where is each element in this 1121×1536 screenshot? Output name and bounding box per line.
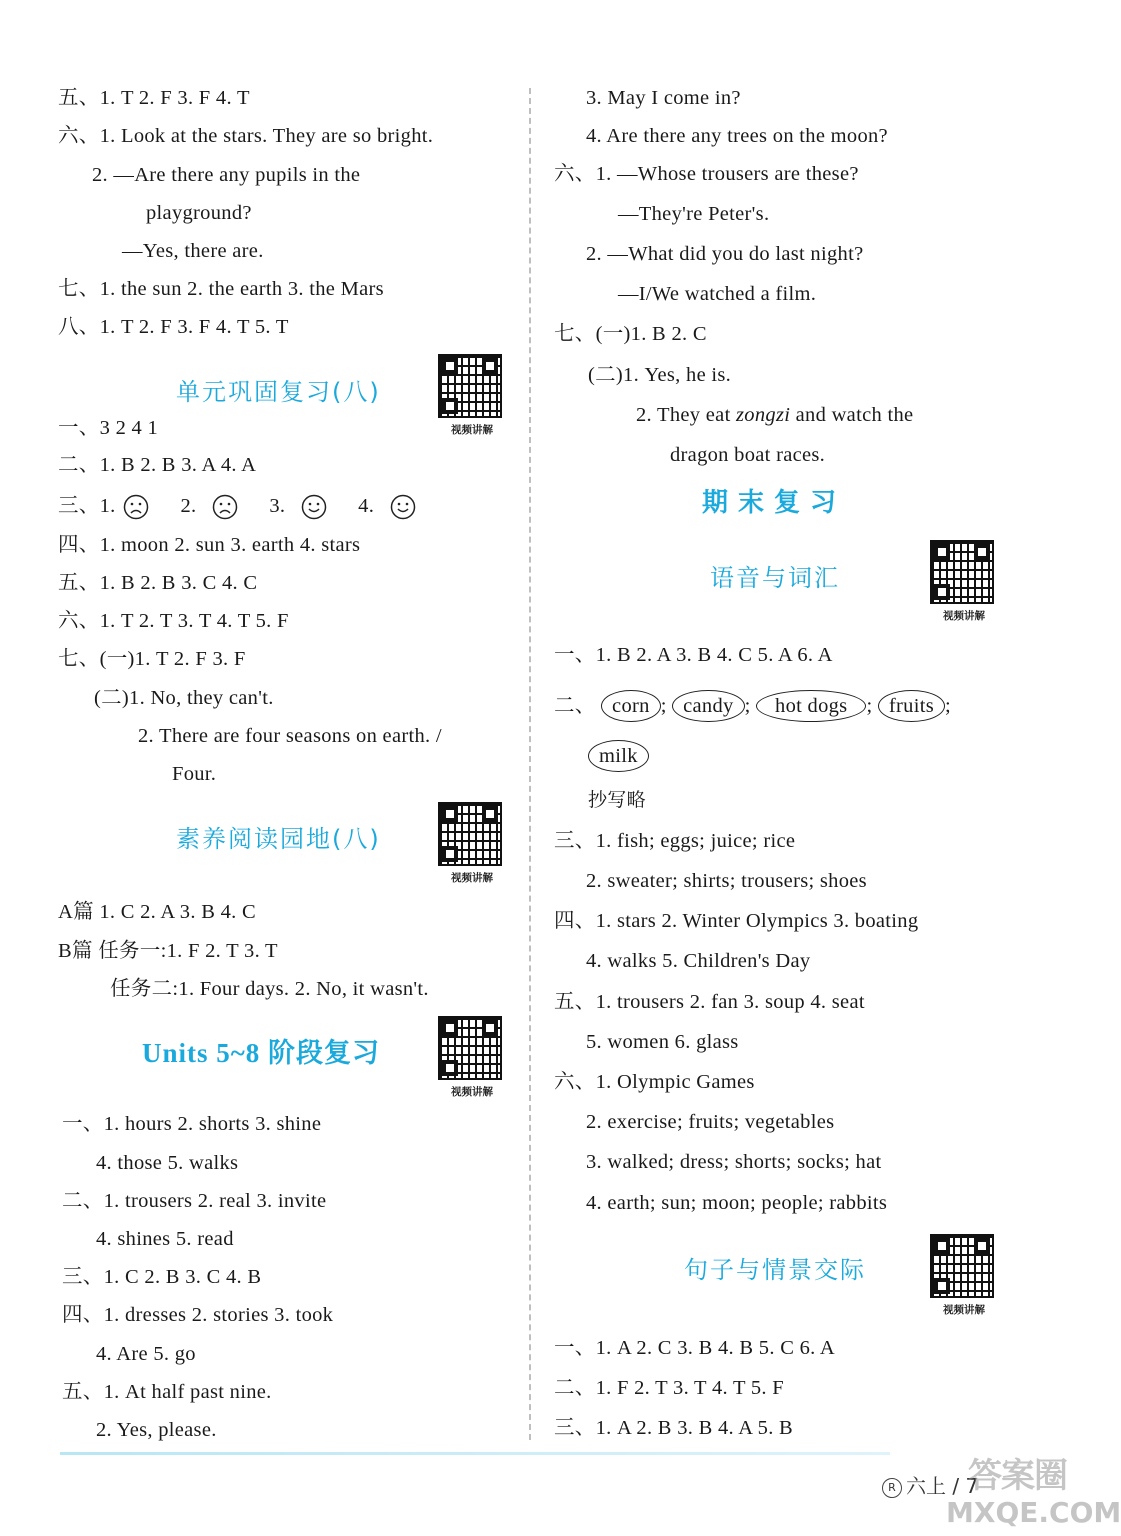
answer-number: 2. — [180, 495, 197, 517]
answer-line: 一、1. hours 2. shorts 3. shine — [62, 1113, 322, 1135]
circled-word: fruits — [878, 690, 945, 722]
edition-badge-icon: R — [882, 1478, 902, 1498]
page-number: 六上 / 7 — [906, 1474, 979, 1498]
answer-line — [636, 401, 913, 429]
answer-line: 2. sweater; shirts; trousers; shoes — [586, 870, 867, 892]
qr-caption: 视频讲解 — [451, 424, 493, 436]
answer-line: playground? — [146, 202, 252, 224]
answer-line: 七、(一)1. B 2. C — [554, 323, 707, 345]
circled-word: milk — [588, 740, 649, 772]
answer-line: 4. earth; sun; moon; people; rabbits — [586, 1192, 888, 1214]
answer-line: 七、1. the sun 2. the earth 3. the Mars — [58, 278, 384, 300]
circled-word: hot dogs — [756, 690, 866, 722]
watermark-url: MXQE.COM — [946, 1496, 1121, 1529]
happy-face-icon — [301, 494, 327, 520]
answer-line: 2. exercise; fruits; vegetables — [586, 1111, 835, 1133]
answer-line-ovals — [588, 740, 649, 772]
answer-line: —Yes, there are. — [122, 240, 264, 262]
answer-line: 三、1. A 2. B 3. B 4. A 5. B — [554, 1417, 794, 1439]
answer-line: 二、1. B 2. B 3. A 4. A — [58, 454, 257, 476]
qr-code[interactable] — [438, 354, 506, 437]
qr-caption: 视频讲解 — [943, 1304, 985, 1316]
answer-line: 4. Are 5. go — [96, 1343, 196, 1365]
answer-line: 四、1. dresses 2. stories 3. took — [62, 1304, 334, 1326]
section-heading: 期末复习 — [702, 488, 847, 518]
qr-code[interactable] — [438, 802, 506, 885]
qr-caption: 视频讲解 — [451, 1086, 493, 1098]
happy-face-icon — [390, 494, 416, 520]
answer-line: 六、1. —Whose trousers are these? — [554, 163, 859, 185]
answer-line: 一、1. A 2. C 3. B 4. B 5. C 6. A — [554, 1337, 835, 1359]
watermark-logo: 答案圈 — [968, 1456, 1067, 1496]
answer-line: 2. Yes, please. — [96, 1419, 217, 1441]
circled-word: corn — [601, 690, 661, 722]
answer-line: 3. walked; dress; shorts; socks; hat — [586, 1151, 882, 1173]
italic-word: zongzi — [736, 404, 791, 426]
answer-line: Four. — [172, 763, 217, 785]
section-heading: 句子与情景交际 — [684, 1256, 866, 1284]
sad-face-icon — [123, 494, 149, 520]
answer-line: 五、1. T 2. F 3. F 4. T — [58, 87, 250, 109]
answer-line: B篇 任务一:1. F 2. T 3. T — [58, 940, 278, 962]
qr-caption: 视频讲解 — [943, 610, 985, 622]
answer-line: —They're Peter's. — [618, 203, 770, 225]
answer-line: 六、1. Olympic Games — [554, 1071, 755, 1093]
qr-caption: 视频讲解 — [451, 872, 493, 884]
answer-line: 5. women 6. glass — [586, 1031, 739, 1053]
answer-number: 4. — [358, 495, 375, 517]
answer-line: 五、1. B 2. B 3. C 4. C — [58, 572, 258, 594]
answer-line: A篇 1. C 2. A 3. B 4. C — [58, 901, 256, 923]
answer-line: 一、3 2 4 1 — [58, 417, 159, 439]
answer-text: and watch the — [795, 404, 914, 426]
answer-line: 4. walks 5. Children's Day — [586, 950, 811, 972]
answer-line: 六、1. Look at the stars. They are so bright. — [58, 125, 434, 147]
qr-code[interactable] — [930, 540, 998, 623]
answer-line: 六、1. T 2. T 3. T 4. T 5. F — [58, 610, 289, 632]
answer-line: 4. shines 5. read — [96, 1228, 234, 1250]
answer-line: 任务二:1. Four days. 2. No, it wasn't. — [110, 978, 429, 1000]
qr-code[interactable] — [438, 1016, 506, 1099]
page-footer — [882, 1470, 978, 1499]
answer-line: —I/We watched a film. — [618, 283, 817, 305]
bottom-rule — [60, 1452, 890, 1455]
answer-number: 3. — [269, 495, 286, 517]
qr-code-icon — [438, 354, 502, 418]
separator: ; — [944, 695, 951, 717]
answer-line-faces — [58, 492, 416, 520]
sad-face-icon — [212, 494, 238, 520]
answer-text: 2. They eat — [636, 404, 731, 426]
separator: ; — [660, 695, 667, 717]
answer-line: 一、1. B 2. A 3. B 4. C 5. A 6. A — [554, 644, 833, 666]
qr-code-icon — [930, 540, 994, 604]
answer-line: 4. Are there any trees on the moon? — [586, 125, 888, 147]
answer-line: 抄写略 — [588, 789, 646, 811]
section-heading: 单元巩固复习(八) — [176, 378, 381, 406]
answer-line: (二)1. Yes, he is. — [588, 364, 732, 386]
answer-line: 二、1. trousers 2. real 3. invite — [62, 1190, 327, 1212]
answer-line: 2. —What did you do last night? — [586, 243, 864, 265]
answer-line: dragon boat races. — [670, 444, 826, 466]
answer-line: 五、1. At half past nine. — [62, 1381, 272, 1403]
answer-line: (二)1. No, they can't. — [94, 687, 274, 709]
answer-line: 2. There are four seasons on earth. / — [138, 725, 442, 747]
qr-code-icon — [438, 802, 502, 866]
answer-line-ovals — [554, 690, 951, 722]
answer-line: 四、1. stars 2. Winter Olympics 3. boating — [554, 910, 919, 932]
section-heading: 素养阅读园地(八) — [176, 825, 381, 853]
answer-number: 三、1. — [58, 495, 116, 517]
circled-word: candy — [672, 690, 744, 722]
answer-line: 四、1. moon 2. sun 3. earth 4. stars — [58, 534, 361, 556]
section-heading: Units 5~8 阶段复习 — [142, 1038, 381, 1068]
answer-number: 二、 — [554, 695, 596, 717]
answer-line: 2. —Are there any pupils in the — [92, 164, 361, 186]
qr-code[interactable] — [930, 1234, 998, 1317]
qr-code-icon — [438, 1016, 502, 1080]
qr-code-icon — [930, 1234, 994, 1298]
answer-line: 三、1. fish; eggs; juice; rice — [554, 830, 796, 852]
column-divider — [529, 88, 531, 1440]
answer-line: 八、1. T 2. F 3. F 4. T 5. T — [58, 316, 289, 338]
separator: ; — [866, 695, 873, 717]
answer-line: 3. May I come in? — [586, 87, 741, 109]
section-heading: 语音与词汇 — [710, 564, 840, 592]
answer-line: 二、1. F 2. T 3. T 4. T 5. F — [554, 1377, 784, 1399]
answer-line: 七、(一)1. T 2. F 3. F — [58, 648, 246, 670]
answer-line: 五、1. trousers 2. fan 3. soup 4. seat — [554, 991, 865, 1013]
answer-line: 4. those 5. walks — [96, 1152, 239, 1174]
answer-line: 三、1. C 2. B 3. C 4. B — [62, 1266, 262, 1288]
separator: ; — [744, 695, 751, 717]
